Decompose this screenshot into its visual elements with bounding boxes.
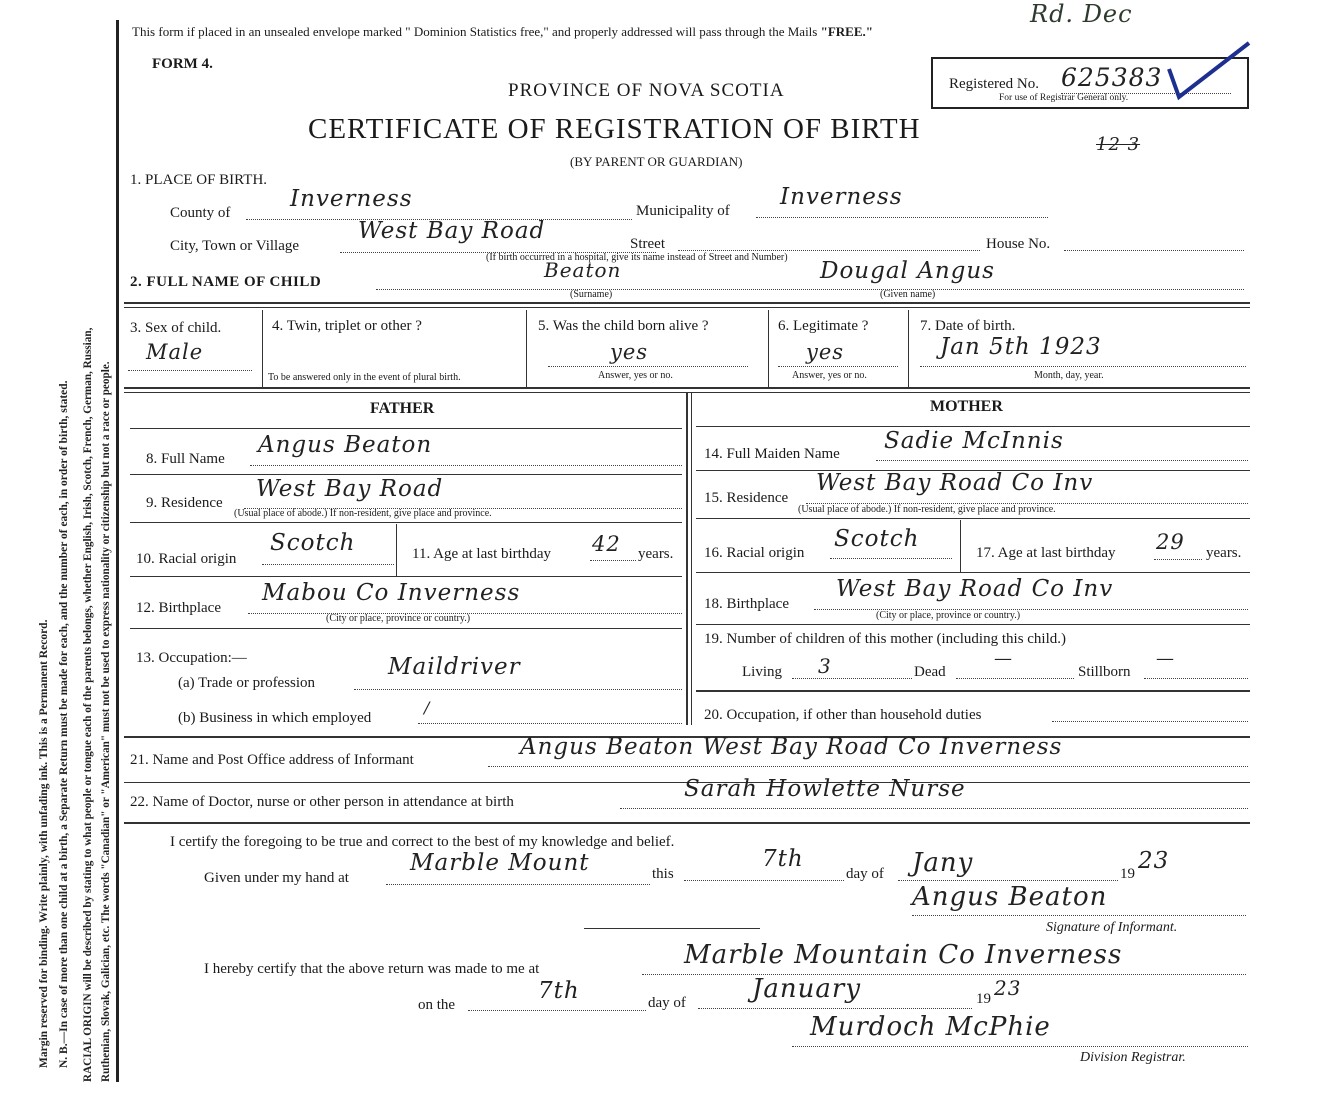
father-trade-value: Maildriver — [388, 654, 521, 680]
legit-line — [778, 366, 898, 367]
sex-line — [128, 370, 252, 371]
rule-m18 — [696, 624, 1250, 625]
stamp-mark: 12 3 — [1096, 134, 1141, 155]
registered-label: Registered No. — [949, 76, 1039, 92]
margin-note-racial-origin: RACIAL ORIGIN will be described by stating to what people or tongue each of the parents belongs, whether English, Irish, Scotch, French, German, Russian, — [82, 327, 94, 1082]
registered-number: 625383 — [1061, 63, 1163, 92]
certificate-title: CERTIFICATE OF REGISTRATION OF BIRTH — [308, 113, 921, 145]
mother-dead-value: — — [994, 648, 1013, 669]
rule-f12 — [130, 628, 682, 629]
checkmark-icon — [1165, 39, 1255, 109]
mother-living-label: Living — [742, 664, 782, 680]
dob-line — [920, 366, 1246, 367]
alive-value: yes — [610, 340, 649, 364]
rule-heading-mother — [696, 426, 1250, 427]
father-heading: FATHER — [370, 400, 435, 417]
legit-value: yes — [806, 340, 845, 364]
twin-label: 4. Twin, triplet or other ? — [272, 318, 422, 334]
rule-f8 — [130, 474, 682, 475]
county-label: County of — [170, 205, 231, 221]
father-name-line — [250, 465, 682, 466]
margin-notes — [0, 0, 120, 1107]
county-value: Inverness — [290, 186, 413, 212]
on-the-label: on the — [418, 997, 456, 1013]
mother-age-value: 29 — [1156, 530, 1185, 554]
mother-living-line — [792, 678, 912, 679]
mother-name-value: Sadie McInnis — [884, 428, 1064, 454]
binding-rule — [116, 20, 119, 1082]
margin-note-multiple-births: N. B.—In case of more than one child at a birth, a Separate Return must be made for each, and the number of each, in order of birth, stated. — [58, 380, 70, 1068]
registrar-place-value: Marble Mountain Co Inverness — [684, 940, 1123, 970]
municipality-value: Inverness — [780, 184, 903, 210]
mother-bp-label: 18. Birthplace — [704, 596, 789, 612]
municipality-label: Municipality of — [636, 203, 730, 219]
day-of-label: day of — [846, 866, 884, 882]
sex-value: Male — [146, 340, 204, 364]
mother-heading: MOTHER — [930, 398, 1003, 415]
margin-note-binding: Margin reserved for binding. Write plainly, with unfading ink. This is a Permanent Record. — [38, 619, 50, 1068]
father-bp-label: 12. Birthplace — [136, 600, 221, 616]
reg-day-value: 7th — [538, 978, 580, 1004]
certification-statement: I certify the foregoing to be true and correct to the best of my knowledge and belief. — [170, 834, 675, 850]
informant-value: Angus Beaton West Bay Road Co Inverness — [520, 734, 1063, 760]
father-biz-line — [418, 723, 682, 724]
father-race-label: 10. Racial origin — [136, 551, 237, 567]
father-bp-caption: (City or place, province or country.) — [326, 613, 471, 624]
registered-box — [931, 57, 1249, 109]
dob-value: Jan 5th 1923 — [940, 334, 1102, 360]
father-age-value: 42 — [592, 532, 621, 556]
mother-stillborn-value: — — [1156, 648, 1175, 669]
mother-race-line — [830, 558, 952, 559]
child-name-line — [376, 289, 1244, 290]
mother-stillborn-line — [1144, 678, 1248, 679]
day-value: 7th — [762, 846, 804, 872]
city-label: City, Town or Village — [170, 238, 300, 254]
rule-m19 — [696, 690, 1250, 692]
rule-heading-father — [130, 428, 682, 429]
father-biz-label: (b) Business in which employed — [178, 710, 372, 726]
sex-label: 3. Sex of child. — [130, 320, 222, 336]
mother-bp-value: West Bay Road Co Inv — [836, 576, 1114, 602]
signature-caption: Signature of Informant. — [1046, 920, 1178, 935]
street-line — [678, 250, 980, 251]
father-race-line — [262, 564, 394, 565]
year-value: 23 — [1138, 848, 1170, 874]
informant-signature: Angus Beaton — [912, 882, 1108, 912]
hospital-note: (If birth occurred in a hospital, give its name instead of Street and Number) — [486, 252, 788, 263]
rule-after-row3 — [124, 387, 1250, 389]
mother-res-label: 15. Residence — [704, 490, 789, 506]
rule-after-name — [124, 302, 1250, 304]
rule-after-22 — [124, 822, 1250, 824]
signature-line — [912, 915, 1246, 916]
rule-m15 — [696, 518, 1250, 519]
registrar-signature: Murdoch McPhie — [810, 1012, 1051, 1042]
registrar-signature-line — [792, 1046, 1248, 1047]
year-prefix: 19 — [1120, 866, 1135, 882]
parents-divider — [686, 393, 688, 725]
divider-4-5 — [526, 310, 527, 387]
child-surname-value: Beaton — [544, 258, 622, 282]
mother-occ-label: 20. Occupation, if other than household duties — [704, 707, 982, 723]
father-bp-value: Mabou Co Inverness — [262, 580, 521, 606]
rule-m16 — [696, 572, 1250, 573]
child-surname-caption: (Surname) — [570, 289, 613, 300]
divider-16-17 — [960, 520, 961, 572]
mother-age-label: 17. Age at last birthday — [976, 545, 1116, 561]
mother-res-caption: (Usual place of abode.) If non-resident, give place and province. — [798, 504, 1056, 515]
mail-note-free: "FREE." — [820, 24, 873, 39]
doctor-value: Sarah Howlette Nurse — [684, 776, 966, 802]
mother-stillborn-label: Stillborn — [1078, 664, 1131, 680]
father-age-unit: years. — [638, 546, 674, 562]
informant-label: 21. Name and Post Office address of Informant — [130, 752, 414, 768]
alive-line — [548, 366, 748, 367]
mail-note — [132, 24, 873, 40]
mother-dead-line — [956, 678, 1074, 679]
doctor-line — [620, 808, 1248, 809]
mother-race-label: 16. Racial origin — [704, 545, 805, 561]
mother-occ-line — [1052, 721, 1248, 722]
legit-caption: Answer, yes or no. — [792, 370, 867, 381]
divider-5-6 — [768, 310, 769, 387]
legit-label: 6. Legitimate ? — [778, 318, 869, 334]
parents-divider-2 — [691, 393, 692, 725]
given-place-line — [386, 884, 650, 885]
dob-caption: Month, day, year. — [1034, 370, 1104, 381]
province-heading: PROVINCE OF NOVA SCOTIA — [508, 80, 785, 101]
father-name-value: Angus Beaton — [258, 432, 433, 458]
rule-f9 — [130, 522, 682, 523]
child-given-value: Dougal Angus — [820, 258, 995, 284]
mother-bp-caption: (City or place, province or country.) — [876, 610, 1021, 621]
reg-day-of-label: day of — [648, 995, 686, 1011]
father-name-label: 8. Full Name — [146, 451, 225, 467]
informant-line — [488, 766, 1248, 767]
father-biz-value: / — [424, 698, 431, 717]
given-place-value: Marble Mount — [410, 850, 590, 876]
municipality-line — [756, 217, 1048, 218]
house-line — [1064, 250, 1244, 251]
divider-10-11 — [396, 524, 397, 576]
reg-year-value: 23 — [994, 976, 1022, 1000]
twin-caption: To be answered only in the event of plural birth. — [268, 372, 461, 383]
rule-f10 — [130, 576, 682, 577]
city-value: West Bay Road — [358, 218, 546, 244]
registrar-note: For use of Registrar General only. — [999, 93, 1129, 103]
dob-label: 7. Date of birth. — [920, 318, 1016, 334]
mother-name-label: 14. Full Maiden Name — [704, 446, 840, 462]
mother-name-line — [876, 460, 1248, 461]
reg-day-line — [468, 1010, 646, 1011]
day-line — [684, 880, 844, 881]
rule-after-name-2 — [124, 307, 1250, 308]
mother-res-value: West Bay Road Co Inv — [816, 470, 1094, 496]
registrar-place-line — [642, 974, 1246, 975]
child-given-caption: (Given name) — [880, 289, 936, 300]
father-trade-line — [354, 689, 682, 690]
given-label: Given under my hand at — [204, 870, 349, 886]
street-label: Street — [630, 236, 665, 252]
alive-caption: Answer, yes or no. — [598, 370, 673, 381]
registrar-statement: I hereby certify that the above return was made to me at — [204, 961, 540, 977]
divider-6-7 — [908, 310, 909, 387]
father-occ-label: 13. Occupation:— — [136, 650, 247, 666]
reg-month-line — [698, 1008, 972, 1009]
father-trade-label: (a) Trade or profession — [178, 675, 316, 691]
corner-note: Rd. Dec — [1030, 0, 1133, 28]
father-res-caption: (Usual place of abode.) If non-resident, give place and province. — [234, 508, 492, 519]
father-age-line — [590, 560, 636, 561]
place-of-birth-heading: 1. PLACE OF BIRTH. — [130, 172, 268, 188]
mother-children-label: 19. Number of children of this mother (including this child.) — [704, 631, 1067, 647]
divider-3-4 — [262, 310, 263, 387]
this-label: this — [652, 866, 674, 882]
registrar-caption: Division Registrar. — [1080, 1050, 1186, 1065]
month-value: Jany — [912, 848, 974, 878]
child-name-label: 2. FULL NAME OF CHILD — [130, 274, 322, 290]
short-rule — [584, 928, 760, 929]
father-age-label: 11. Age at last birthday — [412, 546, 551, 562]
mother-dead-label: Dead — [914, 664, 946, 680]
mother-living-value: 3 — [818, 654, 832, 678]
mother-age-unit: years. — [1206, 545, 1242, 561]
month-line — [898, 880, 1118, 881]
mail-note-text: This form if placed in an unsealed envelope marked " Dominion Statistics free," and properly addressed will pass through the Mails — [132, 24, 821, 39]
father-res-value: West Bay Road — [256, 476, 444, 502]
reg-month-value: January — [752, 974, 862, 1004]
mother-race-value: Scotch — [834, 526, 920, 552]
margin-note-nationality: Ruthenian, Slovak, Galician, etc. The words "Canadian" or "American" must not be used to express nationality or citizenship but not a race or people. — [100, 361, 112, 1082]
reg-year-prefix: 19 — [976, 991, 991, 1007]
mother-age-line — [1154, 559, 1202, 560]
doctor-label: 22. Name of Doctor, nurse or other person in attendance at birth — [130, 794, 514, 810]
alive-label: 5. Was the child born alive ? — [538, 318, 709, 334]
form-number: FORM 4. — [152, 56, 213, 72]
father-res-label: 9. Residence — [146, 495, 223, 511]
house-label: House No. — [986, 236, 1051, 252]
certificate-subtitle: (BY PARENT OR GUARDIAN) — [570, 154, 743, 169]
father-race-value: Scotch — [270, 530, 356, 556]
